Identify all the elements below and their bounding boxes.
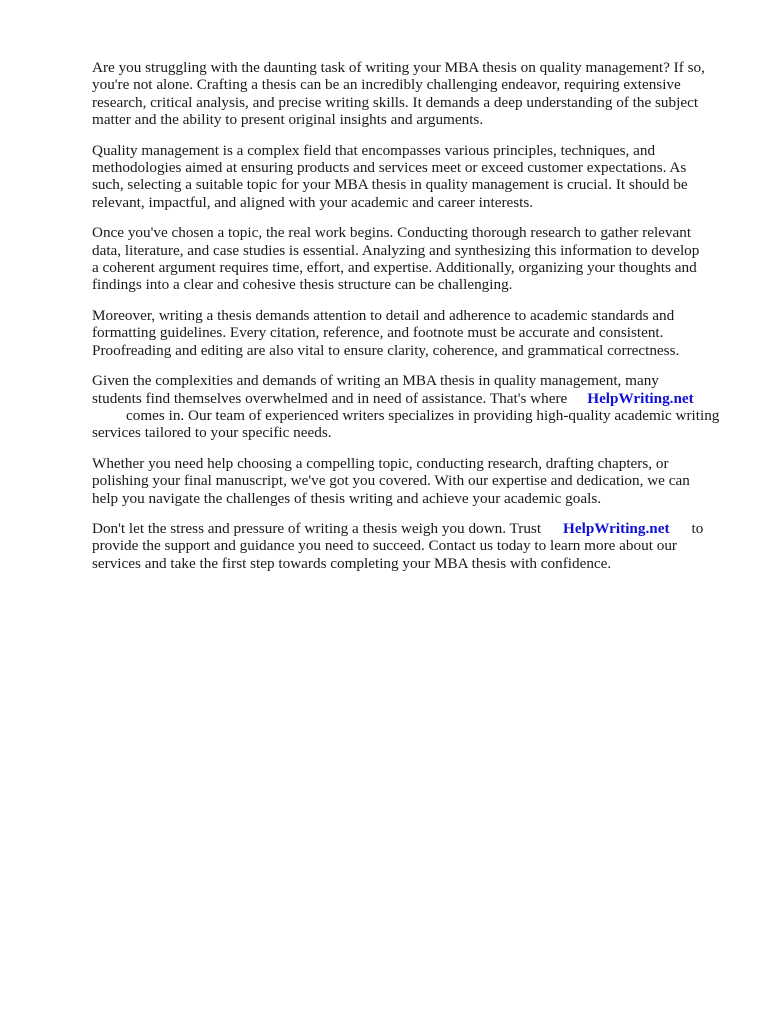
text-line: Whether you need help choosing a compelling topic, conducting research, drafting chapters, or [92, 454, 669, 472]
text-line: Moreover, writing a thesis demands attention to detail and adherence to academic standards and [92, 306, 675, 324]
paragraph-standards [92, 307, 724, 359]
text-line: Given the complexities and demands of writing an MBA thesis in quality management, many [92, 372, 659, 390]
text-segment: students find themselves overwhelmed and in need of assistance. That's where [92, 389, 568, 407]
text-line: Are you struggling with the daunting task of writing your MBA thesis on quality management? If so, [92, 59, 705, 76]
text-line: relevant, impactful, and aligned with your academic and career interests. [92, 193, 534, 211]
text-line: data, literature, and case studies is essential. Analyzing and synthesizing this information to develop [92, 241, 700, 259]
text-line: you're not alone. Crafting a thesis can be an incredibly challenging endeavor, requiring extensive [92, 76, 681, 94]
text-line: provide the support and guidance you need to succeed. Contact us today to learn more about our [92, 537, 677, 555]
text-line: Quality management is a complex field that encompasses various principles, techniques, and [92, 141, 656, 159]
helpwriting-link[interactable]: HelpWriting.net [563, 519, 670, 537]
paragraph-intro [92, 59, 724, 129]
text-segment: comes in. Our team of experienced writers specializes in providing high-quality academic writing [126, 406, 720, 424]
text-line: polishing your final manuscript, we've got you covered. With our expertise and dedication, we can [92, 472, 690, 490]
text-line: matter and the ability to present original insights and arguments. [92, 111, 484, 129]
text-line: methodologies aimed at ensuring products and services meet or exceed customer expectations. As [92, 159, 687, 177]
text-line: formatting guidelines. Every citation, reference, and footnote must be accurate and consistent. [92, 324, 664, 342]
text-segment: to [691, 519, 704, 537]
paragraph-quality-management [92, 142, 724, 212]
text-line: findings into a clear and cohesive thesis structure can be challenging. [92, 276, 513, 294]
text-line [92, 390, 724, 407]
text-line: services and take the first step towards completing your MBA thesis with confidence. [92, 554, 612, 572]
text-line [92, 520, 724, 537]
paragraph-services [92, 455, 724, 507]
text-line [92, 407, 724, 424]
paragraph-research [92, 224, 724, 294]
text-segment: Don't let the stress and pressure of writing a thesis weigh you down. Trust [92, 519, 542, 537]
helpwriting-link[interactable]: HelpWriting.net [587, 389, 694, 407]
text-line: Once you've chosen a topic, the real work begins. Conducting thorough research to gather relevant [92, 224, 692, 242]
document-body [92, 59, 724, 585]
paragraph-call-to-action [92, 520, 724, 572]
text-line: a coherent argument requires time, effort, and expertise. Additionally, organizing your thoughts and [92, 259, 697, 277]
paragraph-assistance [92, 372, 724, 442]
text-line: services tailored to your specific needs. [92, 424, 332, 442]
text-line: Proofreading and editing are also vital to ensure clarity, coherence, and grammatical correctness. [92, 341, 680, 359]
text-line: help you navigate the challenges of thesis writing and achieve your academic goals. [92, 489, 602, 507]
text-line: such, selecting a suitable topic for your MBA thesis in quality management is crucial. It should be [92, 176, 688, 194]
text-line: research, critical analysis, and precise writing skills. It demands a deep understanding of the subject [92, 93, 699, 111]
